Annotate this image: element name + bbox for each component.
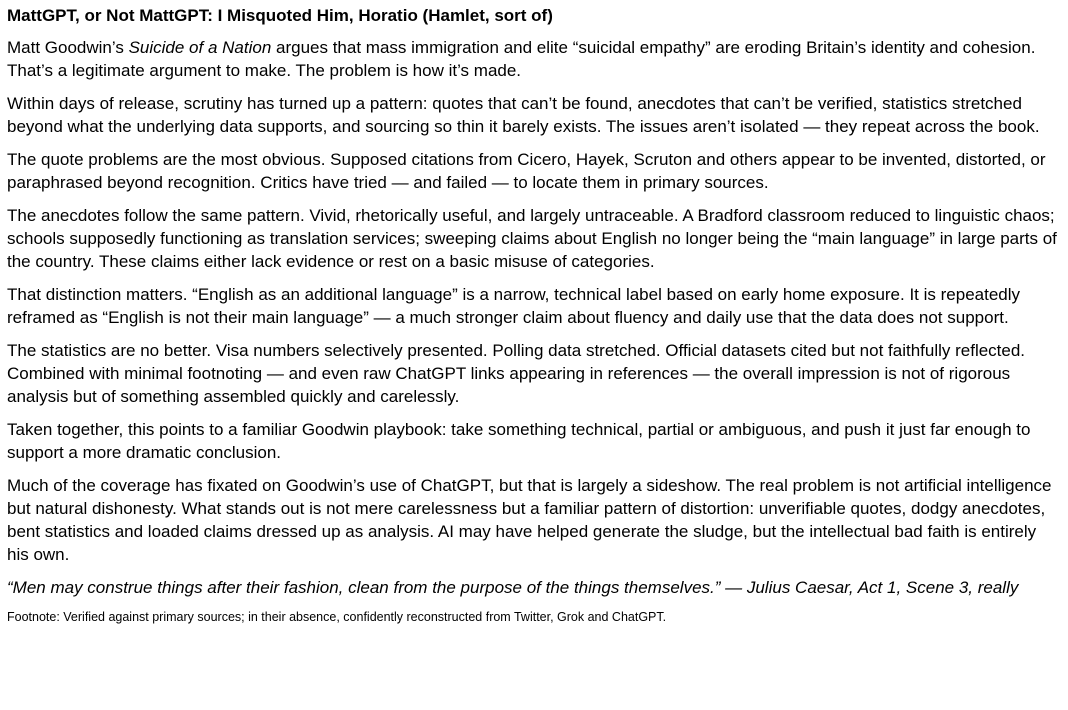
article-title: MattGPT, or Not MattGPT: I Misquoted Him, Horatio (Hamlet, sort of) [7, 6, 553, 25]
closing-quote: “Men may construe things after their fashion, clean from the purpose of the things themselves.” — Julius Caesar, Act 1, Scene 3, really [7, 578, 1019, 597]
intro-text-after: argues that mass immigration and elite “suicidal empathy” are eroding Britain’s identity and cohesion. That’s a legitimate argument to make. The problem is how it’s made. [7, 38, 1036, 80]
intro-paragraph [7, 36, 1061, 82]
paragraph-pattern: Within days of release, scrutiny has turned up a pattern: quotes that can’t be found, anecdotes that can’t be verified, statistics stretched beyond what the underlying data supports, and sourcing so thin it barely exists. The issues aren’t isolated — they repeat across the book. [7, 94, 1040, 136]
paragraph-playbook: Taken together, this points to a familiar Goodwin playbook: take something technical, partial or ambiguous, and push it just far enough to support a more dramatic conclusion. [7, 420, 1031, 462]
paragraph-distinction: That distinction matters. “English as an additional language” is a narrow, technical label based on early home exposure. It is repeatedly reframed as “English is not their main language” — a much stronger claim about fluency and daily use that the data does not support. [7, 285, 1021, 327]
paragraph-chatgpt: Much of the coverage has fixated on Goodwin’s use of ChatGPT, but that is largely a sideshow. The real problem is not artificial intelligence but natural dishonesty. What stands out is not mere carelessness but a familiar pattern of distortion: unverifiable quotes, dodgy anecdotes, bent statistics and loaded claims dressed up as analysis. AI may have helped generate the sludge, but the intellectual bad faith is entirely his own. [7, 476, 1052, 564]
paragraph-statistics: The statistics are no better. Visa numbers selectively presented. Polling data stretched. Official datasets cited but not faithfully reflected. Combined with minimal footnoting — and even raw ChatGPT links appearing in references — the overall impression is not of rigorous analysis but of something assembled quickly and carelessly. [7, 341, 1026, 406]
paragraph-anecdotes: The anecdotes follow the same pattern. Vivid, rhetorically useful, and largely untraceable. A Bradford classroom reduced to linguistic chaos; schools supposedly functioning as translation services; sweeping claims about English no longer being the “main language” in large parts of the country. These claims either lack evidence or rest on a basic misuse of categories. [7, 206, 1057, 271]
footnote: Footnote: Verified against primary sources; in their absence, confidently reconstructed from Twitter, Grok and ChatGPT. [7, 610, 667, 624]
intro-text-before: Matt Goodwin’s [7, 38, 129, 57]
book-title: Suicide of a Nation [128, 38, 272, 57]
paragraph-quotes: The quote problems are the most obvious. Supposed citations from Cicero, Hayek, Scruton and others appear to be invented, distorted, or paraphrased beyond recognition. Critics have tried — and failed — to locate them in primary sources. [7, 150, 1046, 192]
